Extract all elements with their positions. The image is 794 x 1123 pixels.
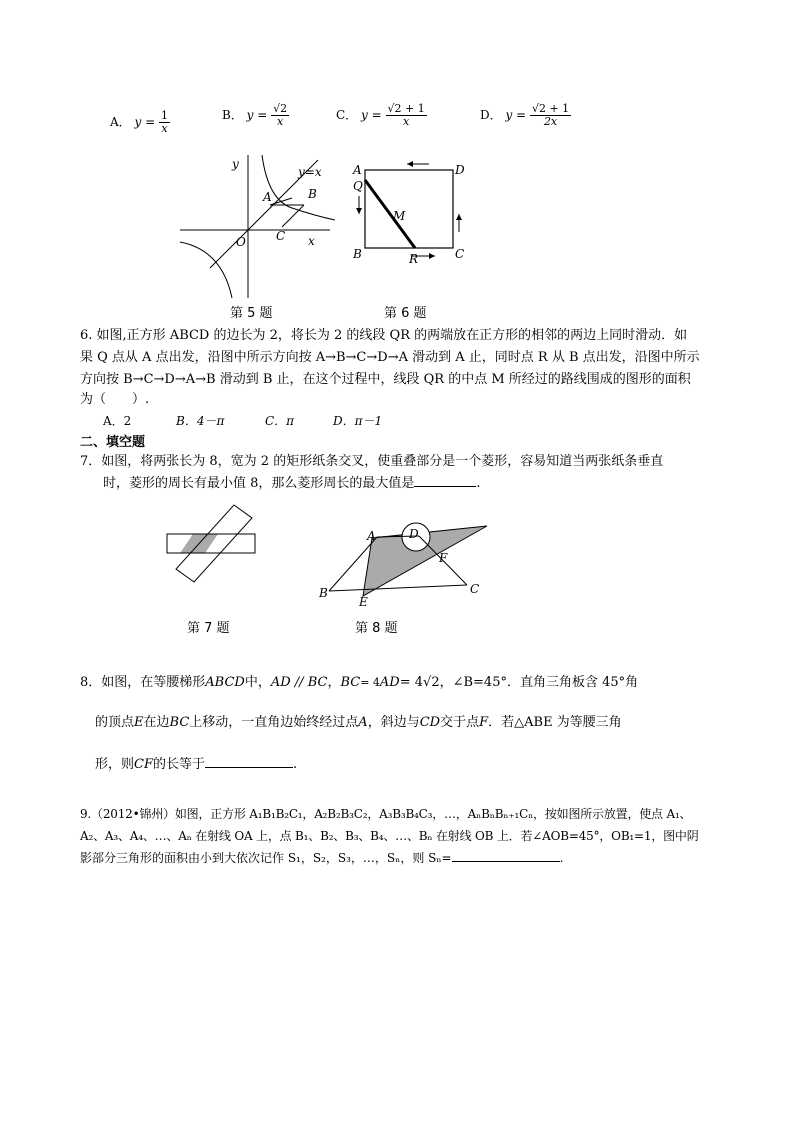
fig5-label-a: A [263,190,272,204]
fig6-square [365,170,453,248]
option-c-numerator: √2 + 1 [387,102,425,115]
q8-ad: AD [379,675,400,690]
option-b-lhs: y = [246,108,268,122]
q5-option-c [336,103,427,128]
q5-option-d [480,103,571,128]
fig5-label-x: x [308,234,315,248]
q9-answer-blank[interactable] [452,849,560,862]
option-d-fraction [530,103,571,128]
q5-option-b [222,103,289,128]
q8-eq-4-root-2: = 4√2 [399,675,440,690]
option-b-fraction [271,103,289,128]
q8-bc: BC [340,675,361,690]
q5-option-a [110,110,170,135]
fig8-label-c: C [470,582,480,596]
q8-text-4: ，∠B=45°．直角三角板含 45°角 [439,675,639,690]
fig6-label-m: M [393,209,406,223]
q8-a: A [358,715,368,730]
q8-bc-2: BC [169,715,190,730]
option-a-numerator: 1 [160,109,168,122]
fig5-label-b: B [308,187,317,201]
fig8-label-a: A [367,529,376,543]
fig6-label-c: C [455,247,465,261]
fig8-label-b: B [319,586,328,600]
figure-8-trapezoid [315,488,495,608]
option-b-denominator: x [277,115,284,128]
q6-option-a: A．2 [103,414,132,428]
section-2-heading: 二、填空题 [80,435,146,450]
q8-text-1: 8．如图，在等腰梯形 [80,675,206,690]
fig5-segment-a-upper [270,198,292,205]
option-c-denominator: x [403,115,410,128]
option-c-label: C． [336,108,358,122]
q6-option-c: C．π [265,414,295,428]
q8-line-1 [80,672,638,694]
q8-text-8: ，斜边与 [367,715,420,730]
figure-7-strips [160,502,265,587]
fig5-label-yx: y=x [298,165,322,179]
q9-line-3 [80,847,563,869]
q8-text-12: 的长等于 [152,757,205,772]
q7-line-1: 7．如图，将两张长为 8，宽为 2 的矩形纸条交叉，使重叠部分是一个菱形，容易知道当两张纸条垂直 [80,454,664,469]
q8-text-3: ， [327,675,341,690]
q7-answer-blank[interactable] [414,474,476,487]
fig6-segment-qr [365,180,415,248]
figure-6-caption: 第 6 题 [384,306,427,321]
q7-line-2-end: . [476,476,481,491]
figure-5-caption: 第 5 题 [230,306,273,321]
option-d-lhs: y = [505,108,527,122]
q6-option-d: D．π－1 [333,414,383,428]
fig5-label-c: C [276,229,286,243]
q8-cd: CD [419,715,441,730]
fig6-label-d: D [455,163,465,177]
q9-line-3-text: 影部分三角形的面积由小到大依次记作 S₁，S₂，S₃，…，Sₙ，则 Sₙ= [80,851,452,865]
fig6-label-b: B [353,247,362,261]
q8-text-5: 的顶点 [95,715,135,730]
q6-line-3: 方向按 B→C→D→A→B 滑动到 B 止，在这个过程中，线段 QR 的中点 M 所经过的路线围成的图形的面积 [80,372,691,387]
q9-line-1: 9.（2012•锦州）如图，正方形 A₁B₁B₂C₁，A₂B₂B₃C₂，A₃B₃B₄C₃，…，AₙBₙBₙ₊₁Cₙ，按如图所示放置，使点 A₁、 [80,807,692,821]
option-a-fraction [159,110,170,135]
q8-text-2: 中， [244,675,271,690]
figure-5-hyperbola [170,150,340,300]
q8-text-6: 在边 [143,715,170,730]
q8-f: F [479,715,489,730]
fig6-arrow-left-head [356,208,362,214]
fig8-base-bc [329,585,467,591]
q8-text-11: 形，则 [95,757,135,772]
q9-line-3-end: . [559,851,564,865]
q6-option-b: B．4－π [176,414,225,428]
figure-7-caption: 第 7 题 [187,621,230,636]
q9-line-2: A₂、A₃、A₄、…、Aₙ 在射线 OA 上，点 B₁、B₂、B₃、B₄、…、Bₙ 在射线 OB 上．若∠AOB=45°，OB₁=1，图中阴 [80,829,699,843]
option-a-label: A． [110,115,131,129]
fig6-label-q: Q [353,179,363,193]
option-c-lhs: y = [361,108,382,122]
q8-text-9: 交于点 [440,715,480,730]
q8-line-3 [95,754,297,776]
q8-eq-4: = 4 [360,676,380,689]
option-d-numerator: √2 + 1 [531,102,570,115]
q8-answer-blank[interactable] [205,755,293,768]
q8-e: E [134,715,144,730]
option-a-denominator: x [161,122,168,135]
q6-line-1: 6. 如图,正方形 ABCD 的边长为 2，将长为 2 的线段 QR 的两端放在正方形的相邻的两边上同时滑动．如 [80,328,688,343]
fig8-label-f: F [439,551,448,565]
fig6-arrow-right-head [456,214,462,220]
fig6-label-a: A [353,163,362,177]
fig8-label-e: E [359,595,368,608]
q6-line-2: 果 Q 点从 A 点出发，沿图中所示方向按 A→B→C→D→A 滑动到 A 止，同时点 R 从 B 点出发，沿图中所示 [80,350,700,365]
q8-text-10: ．若△ABE 为等腰三角 [488,715,622,730]
fig6-label-r: R [409,252,419,266]
q8-line-2 [95,712,622,734]
q8-text-13: . [293,757,298,772]
q8-ad-parallel-bc: AD // BC [270,675,328,690]
figure-8-caption: 第 8 题 [355,621,398,636]
fig5-label-y: y [232,157,239,171]
fig6-arrow-top-head [407,161,413,167]
fig6-arrow-bottom-head [429,253,435,259]
figure-6-square [345,158,475,270]
option-c-fraction [386,103,427,128]
option-a-lhs: y = [134,115,156,129]
option-b-numerator: √2 [273,102,288,115]
q6-line-4: 为（ ）. [80,392,150,407]
option-b-label: B． [222,108,243,122]
fig8-label-d: D [409,527,419,541]
option-d-denominator: 2x [543,115,558,128]
q7-line-2-text: 时，菱形的周长有最小值 8，那么菱形周长的最大值是 [103,476,415,491]
fig5-hyperbola-branch-2 [180,242,232,298]
fig5-label-o: O [236,235,246,249]
q8-text-7: 上移动，一直角边始终经过点 [189,715,359,730]
q8-abcd: ABCD [205,675,245,690]
q8-cf: CF [134,757,153,772]
option-d-label: D． [480,108,502,122]
